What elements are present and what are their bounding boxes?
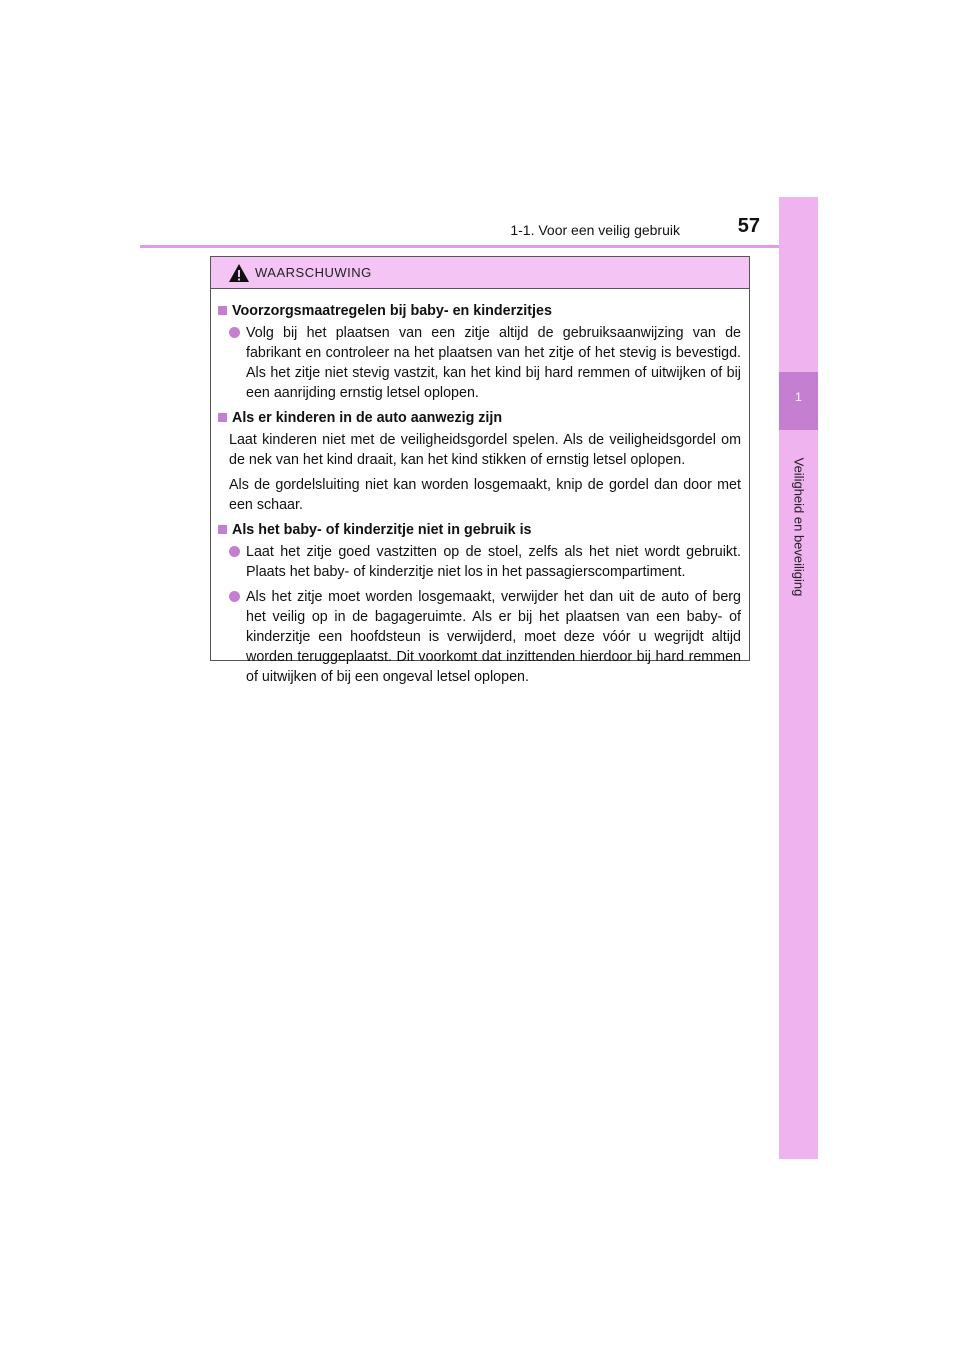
bullet-item [229, 587, 741, 687]
dot-bullet-icon [229, 546, 240, 557]
square-bullet-icon [218, 525, 227, 534]
chapter-label: Veiligheid en beveiliging [791, 457, 807, 597]
section-title: 1-1. Voor een veilig gebruik [510, 222, 680, 238]
bullet-text: Volg bij het plaatsen van een zitje altijd de gebruiksaanwijzing van de fabrikant en controleer na het plaatsen van het zitje of het stevig is bevestigd. Als het zitje niet stevig vastzit, kan het kind bij hard remmen of uitwijken of bij een aanrijding ernstig letsel oplopen. [246, 325, 741, 401]
page-header [140, 214, 818, 248]
dot-bullet-icon [229, 327, 240, 338]
chapter-number: 1 [795, 390, 802, 404]
header-rule [140, 245, 818, 248]
square-bullet-icon [218, 306, 227, 315]
warning-title: WAARSCHUWING [255, 265, 372, 280]
warning-body [211, 289, 749, 687]
warning-triangle-icon [228, 263, 250, 283]
warning-box [210, 256, 750, 685]
warning-section [218, 408, 741, 515]
chapter-side-tab [779, 197, 818, 1159]
bullet-item [229, 323, 741, 403]
section-heading: Als het baby- of kinderzitje niet in gebruik is [232, 522, 532, 538]
paragraph: Laat kinderen niet met de veiligheidsgordel spelen. Als de veiligheidsgordel om de nek van het kind draait, kan het kind stikken of ernstig letsel oplopen. [229, 432, 741, 468]
dot-bullet-icon [229, 591, 240, 602]
section-heading: Voorzorgsmaatregelen bij baby- en kinderzitjes [232, 303, 552, 319]
paragraph: Als de gordelsluiting niet kan worden losgemaakt, knip de gordel dan door met een schaar. [229, 477, 741, 513]
bullet-text: Als het zitje moet worden losgemaakt, verwijder het dan uit de auto of berg het veilig op in de bagageruimte. Als er bij het plaatsen van een baby- of kinderzitje een hoofdsteun is verwijderd, moet deze vóór u wegrijdt altijd worden teruggeplaatst. Dit voorkomt dat inzittenden hierdoor bij hard remmen of uitwijken of bij een ongeval letsel oplopen. [246, 589, 741, 685]
bullet-text: Laat het zitje goed vastzitten op de stoel, zelfs als het niet wordt gebruikt. Plaats het baby- of kinderzitje niet los in het passagierscompartiment. [246, 544, 741, 580]
square-bullet-icon [218, 413, 227, 422]
page-number: 57 [737, 215, 760, 237]
warning-header [211, 257, 749, 289]
warning-section [218, 520, 741, 687]
section-heading: Als er kinderen in de auto aanwezig zijn [232, 410, 503, 426]
warning-section [218, 301, 741, 403]
bullet-item [229, 542, 741, 582]
chapter-tab-active [779, 372, 818, 430]
